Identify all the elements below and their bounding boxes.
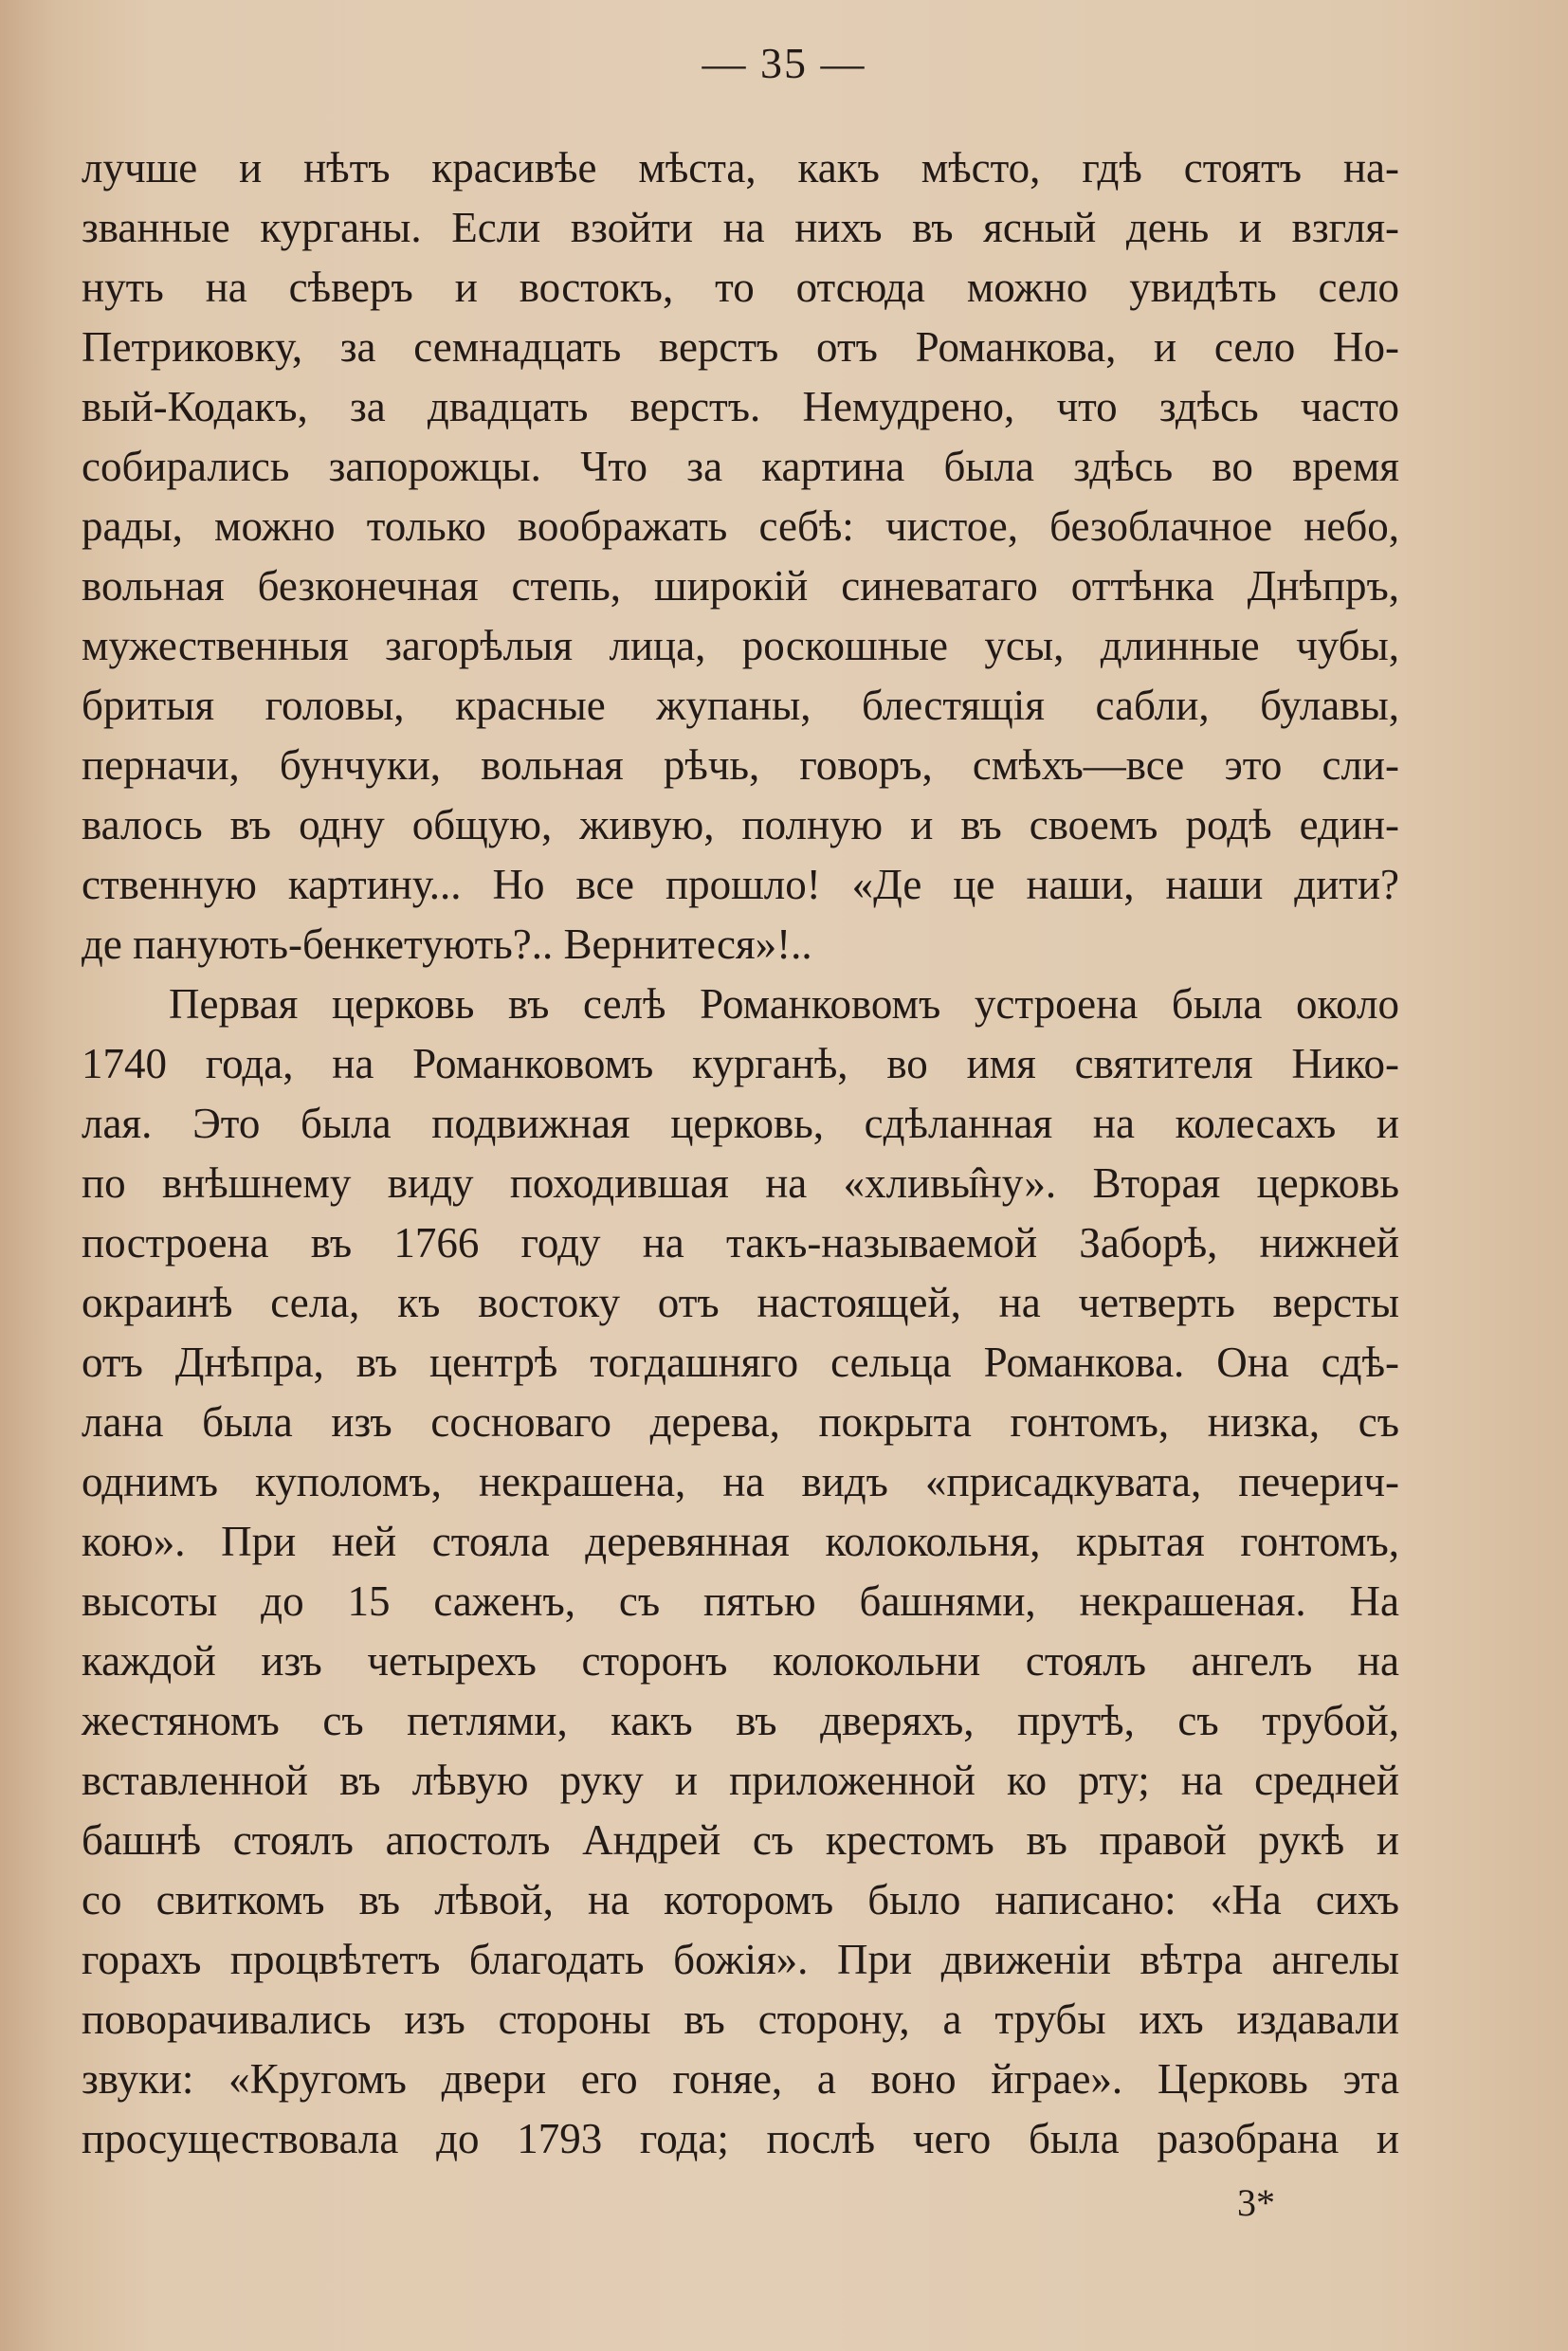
text-line: однимъ куполомъ, некрашена, на видъ «присадкувата, печерич- [82, 1458, 1399, 1505]
text-line: поворачивались изъ стороны въ сторону, а трубы ихъ издавали [82, 1996, 1399, 2043]
text-line: башнѣ стоялъ апостолъ Андрей съ крестомъ въ правой рукѣ и [82, 1816, 1399, 1864]
text-line: звуки: «Кругомъ двери его гоняе, а воно йграе». Церковь эта [82, 2055, 1399, 2103]
text-line: бритыя головы, красные жупаны, блестящія сабли, булавы, [82, 682, 1399, 729]
text-line: построена въ 1766 году на такъ-называемой Заборѣ, нижней [82, 1219, 1399, 1267]
signature-mark: 3* [1237, 2181, 1275, 2224]
text-line: каждой изъ четырехъ сторонъ колокольни стоялъ ангелъ на [82, 1637, 1399, 1685]
text-line: кою». При ней стояла деревянная колокольня, крытая гонтомъ, [82, 1518, 1399, 1565]
text-line: жестяномъ съ петлями, какъ въ дверяхъ, прутѣ, съ трубой, [82, 1697, 1399, 1744]
text-line: горахъ процвѣтетъ благодать божія». При движеніи вѣтра ангелы [82, 1936, 1399, 1983]
text-line: вый-Кодакъ, за двадцать верстъ. Немудрено, что здѣсь часто [82, 383, 1399, 430]
text-line: де панують-бенкетують?.. Вернитеся»!.. [82, 920, 812, 968]
text-line: рады, можно только воображать себѣ: чистое, безоблачное небо, [82, 502, 1399, 550]
text-line: вольная безконечная степь, широкій синеватаго оттѣнка Днѣпръ, [82, 562, 1399, 610]
paragraph-1 [82, 138, 1399, 975]
page-number: — 35 — [702, 39, 866, 87]
text-line: перначи, бунчуки, вольная рѣчь, говоръ, смѣхъ—все это сли- [82, 741, 1399, 789]
paragraph-2 [82, 975, 1399, 2169]
text-line: званные курганы. Если взойти на нихъ въ ясный день и взгля- [82, 204, 1399, 251]
text-line: лая. Это была подвижная церковь, сдѣланная на колесахъ и [82, 1100, 1399, 1147]
text-line: валось въ одну общую, живую, полную и въ своемъ родѣ един- [82, 801, 1399, 848]
text-line: по внѣшнему виду походившая на «хливы̂ну». Вторая церковь [82, 1159, 1399, 1207]
text-line: вставленной въ лѣвую руку и приложенной ко рту; на средней [82, 1757, 1399, 1804]
text-line: просуществовала до 1793 года; послѣ чего была разобрана и [82, 2115, 1399, 2162]
text-line: ственную картину... Но все прошло! «Де це наши, наши дити? [82, 861, 1399, 908]
text-line: окраинѣ села, къ востоку отъ настоящей, на четверть версты [82, 1279, 1399, 1326]
text-line: отъ Днѣпра, въ центрѣ тогдашняго сельца Романкова. Она сдѣ- [82, 1339, 1399, 1386]
text-line: лана была изъ сосноваго дерева, покрыта гонтомъ, низка, съ [82, 1398, 1399, 1446]
text-line: высоты до 15 саженъ, съ пятью башнями, некрашеная. На [82, 1577, 1399, 1625]
text-line: со свиткомъ въ лѣвой, на которомъ было написано: «На сихъ [82, 1876, 1399, 1923]
text-line: нуть на сѣверъ и востокъ, то отсюда можно увидѣть село [82, 264, 1399, 311]
text-line: мужественныя загорѣлыя лица, роскошные усы, длинные чубы, [82, 622, 1399, 669]
text-line: Первая церковь въ селѣ Романковомъ устроена была около [169, 980, 1399, 1028]
text-line: собирались запорожцы. Что за картина была здѣсь во время [82, 443, 1399, 490]
body-text [82, 138, 1399, 2169]
text-line: Петриковку, за семнадцать верстъ отъ Романкова, и село Но- [82, 323, 1399, 371]
text-line: 1740 года, на Романковомъ курганѣ, во имя святителя Нико- [82, 1040, 1399, 1087]
text-line: лучше и нѣтъ красивѣе мѣста, какъ мѣсто, гдѣ стоятъ на- [82, 144, 1399, 191]
